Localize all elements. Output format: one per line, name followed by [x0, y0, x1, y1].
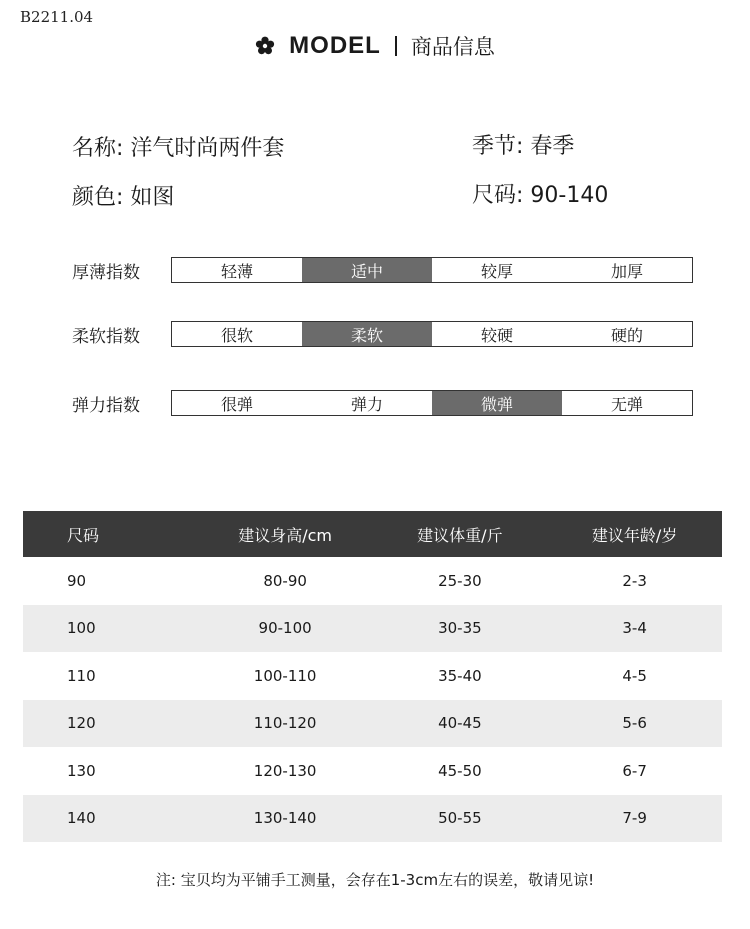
table-row	[23, 700, 722, 748]
table-cell: 100	[23, 605, 198, 653]
header-height: 建议身高/cm	[198, 511, 373, 557]
brand-label: MODEL	[289, 32, 381, 59]
product-code: B2211.04	[20, 8, 94, 26]
field-season: 季节: 春季	[472, 134, 575, 159]
table-cell: 100-110	[253, 666, 317, 685]
table-row	[23, 652, 722, 700]
index-bar	[171, 257, 693, 283]
page-title: 商品信息	[410, 35, 495, 59]
index-option: 无弹	[610, 394, 643, 414]
table-cell: 30-35	[373, 605, 548, 653]
table-row	[23, 747, 722, 795]
table-cell: 50-55	[373, 795, 548, 843]
table-cell: 6-7	[622, 761, 647, 780]
table-cell: 130	[67, 761, 96, 780]
table-cell: 25-30	[438, 571, 482, 590]
index-option: 弹力	[350, 394, 383, 414]
index-label: 厚薄指数	[72, 263, 140, 283]
table-cell: 7-9	[547, 795, 722, 843]
table-cell: 3-4	[547, 605, 722, 653]
index-option: 硬的	[610, 325, 643, 345]
header-divider	[395, 36, 397, 56]
table-cell: 110-120	[198, 700, 373, 748]
index-option-selected: 柔软	[302, 322, 432, 346]
table-cell: 120	[23, 700, 198, 748]
table-cell: 130-140	[198, 795, 373, 843]
index-option: 轻薄	[220, 261, 253, 281]
index-option: 加厚	[610, 261, 643, 281]
index-option: 较硬	[480, 325, 513, 345]
size-table-header	[23, 511, 722, 557]
table-cell: 2-3	[622, 571, 647, 590]
table-row	[23, 605, 722, 653]
index-label: 弹力指数	[72, 396, 140, 416]
page-header	[0, 30, 750, 62]
table-cell: 140	[23, 795, 198, 843]
table-cell: 4-5	[622, 666, 647, 685]
table-cell: 40-45	[373, 700, 548, 748]
field-name: 名称: 洋气时尚两件套	[72, 136, 285, 161]
table-cell: 90	[67, 571, 87, 590]
index-bar	[171, 390, 693, 416]
index-option: 很弹	[220, 394, 253, 414]
field-color: 颜色: 如图	[72, 185, 175, 210]
index-option: 较厚	[480, 261, 513, 281]
table-cell: 45-50	[438, 761, 482, 780]
table-cell: 80-90	[263, 571, 307, 590]
table-row	[23, 795, 722, 843]
index-option-selected: 微弹	[432, 391, 562, 415]
table-row	[23, 557, 722, 605]
index-bar	[171, 321, 693, 347]
header-age: 建议年龄/岁	[547, 511, 722, 557]
table-cell: 110	[67, 666, 96, 685]
index-label: 柔软指数	[72, 327, 140, 347]
header-weight: 建议体重/斤	[373, 511, 548, 557]
table-cell: 90-100	[198, 605, 373, 653]
table-cell: 5-6	[547, 700, 722, 748]
measurement-note: 注: 宝贝均为平铺手工测量，会存在1-3cm左右的误差，敬请见谅!	[155, 871, 595, 889]
flower-icon	[255, 36, 275, 56]
table-cell: 35-40	[438, 666, 482, 685]
table-cell: 120-130	[253, 761, 317, 780]
field-size: 尺码: 90-140	[472, 183, 609, 208]
header-size: 尺码	[23, 511, 198, 557]
index-option: 很软	[220, 325, 253, 345]
size-table	[23, 511, 722, 842]
index-option-selected: 适中	[302, 258, 432, 282]
